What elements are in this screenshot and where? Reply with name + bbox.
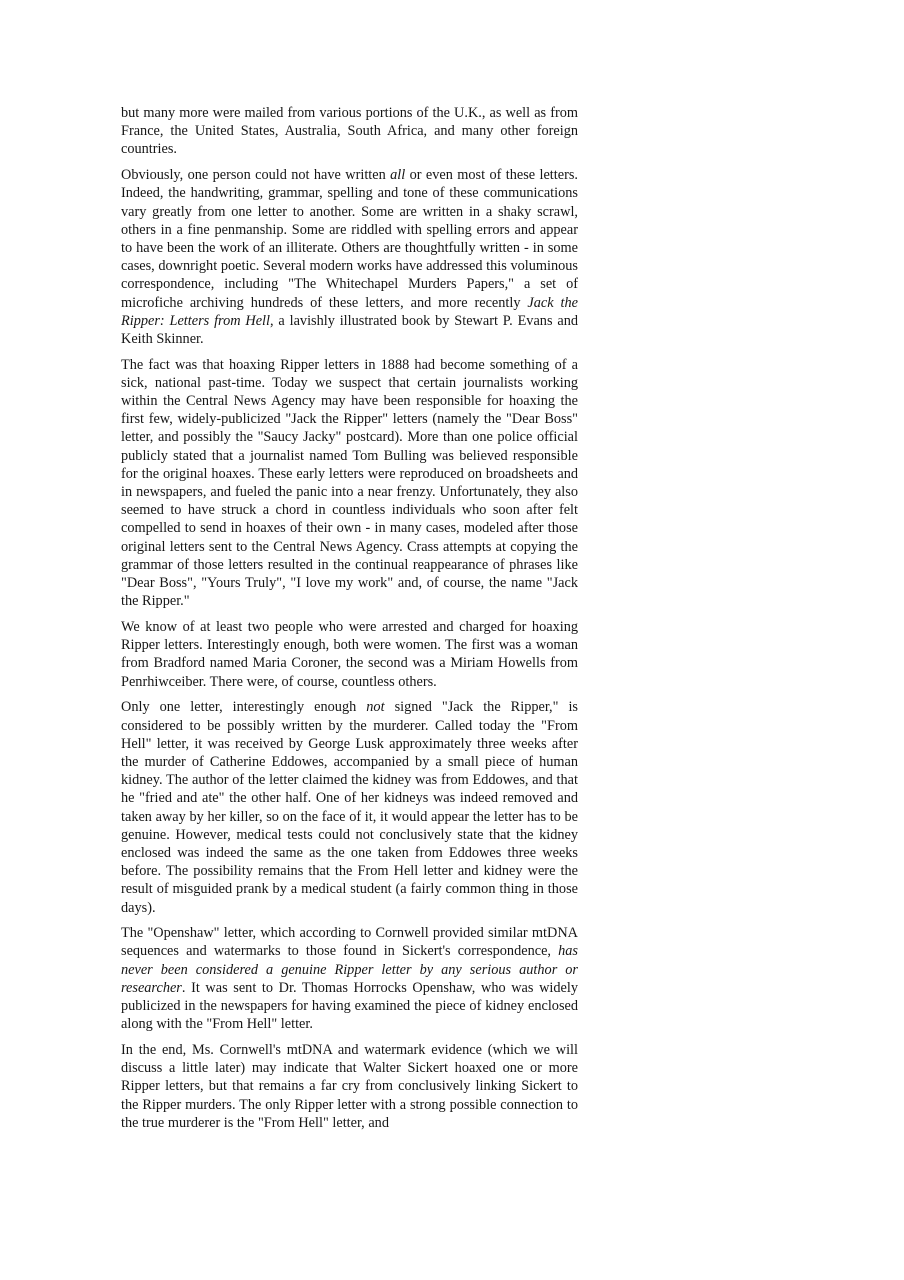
paragraph-text: The "Openshaw" letter, which according to Cornwell provided similar mtDNA sequences and watermarks to those found in Sickert's correspondence, xyxy=(121,925,578,960)
paragraph-text: The fact was that hoaxing Ripper letters in 1888 had become something of a sick, national past-time. Today we suspect that certain journalists working within the Central News Agency may have been responsible for hoaxing the first few, widely-publicized "Jack the Ripper" letters (namely the "Dear Boss" letter, and possibly the "Saucy Jacky" postcard). More than one police official publicly stated that a journalist named Tom Bulling was believed responsible for the original hoaxes. These early letters were reproduced on broadsheets and in newspapers, and fueled the panic into a near frenzy. Unfortunately, they also seemed to have struck a chord in countless individuals who soon after felt compelled to send in hoaxes of their own - in many cases, modeled after those original letters sent to the Central News Agency. Crass attempts at copying the grammar of those letters resulted in the continual reappearance of phrases like "Dear Boss", "Yours Truly", "I love my work" and, of course, the name "Jack the Ripper." xyxy=(121,356,578,610)
document-page xyxy=(121,104,578,1176)
paragraph xyxy=(121,618,578,691)
paragraph xyxy=(121,356,578,611)
paragraph-text: signed "Jack the Ripper," is considered to be possibly written by the murderer. Called today the "From Hell" letter, it was received by George Lusk approximately three weeks after the murder of Catherine Eddowes, accompanied by a small piece of human kidney. The author of the letter claimed the kidney was from Eddowes, and that he "fried and ate" the other half. One of her kidneys was indeed removed and taken away by her killer, so on the face of it, it would appear the letter has to be genuine. However, medical tests could not conclusively state that the kidney enclosed was indeed the same as the one taken from Eddowes three weeks before. The possibility remains that the From Hell letter and kidney were the result of misguided prank by a medical student (a fairly common thing in those days). xyxy=(121,699,578,916)
paragraph xyxy=(121,166,578,348)
paragraph xyxy=(121,1041,578,1132)
italic-text: Jack the Ripper: Letters from Hell xyxy=(121,294,578,329)
italic-text: has never been considered a genuine Ripper letter by any serious author or researcher xyxy=(121,943,578,996)
paragraph-text: Obviously, one person could not have written xyxy=(121,167,391,184)
paragraph-text: In the end, Ms. Cornwell's mtDNA and watermark evidence (which we will discuss a little later) may indicate that Walter Sickert hoaxed one or more Ripper letters, but that remains a far cry from conclusively linking Sickert to the Ripper murders. The only Ripper letter with a strong possible connection to the true murderer is the "From Hell" letter, and xyxy=(121,1041,578,1131)
paragraph-text: We know of at least two people who were arrested and charged for hoaxing Ripper letters. Interestingly enough, both were women. The first was a woman from Bradford named Maria Coroner, the second was a Miriam Howells from Penrhiwceiber. There were, of course, countless others. xyxy=(121,618,578,690)
paragraph-text: Only one letter, interestingly enough xyxy=(121,699,367,716)
paragraph xyxy=(121,104,578,159)
paragraph-text: , a lavishly illustrated book by Stewart P. Evans and Keith Skinner. xyxy=(121,312,578,347)
italic-text: not xyxy=(366,699,385,716)
paragraph xyxy=(121,698,578,916)
paragraph-text: or even most of these letters. Indeed, the handwriting, grammar, spelling and tone of these communications vary greatly from one letter to another. Some are written in a shaky scrawl, others in a fine penmanship. Some are riddled with spelling errors and appear to have been the work of an illiterate. Others are thoughtfully written - in some cases, downright poetic. Several modern works have addressed this voluminous correspondence, including "The Whitechapel Murders Papers," a set of microfiche archiving hundreds of these letters, and more recently xyxy=(121,167,578,311)
paragraph-text: . It was sent to Dr. Thomas Horrocks Openshaw, who was widely publicized in the newspapers for having examined the piece of kidney enclosed along with the "From Hell" letter. xyxy=(121,979,578,1033)
paragraph-text: but many more were mailed from various portions of the U.K., as well as from France, the United States, Australia, South Africa, and many other foreign countries. xyxy=(121,105,578,158)
paragraph xyxy=(121,924,578,1033)
italic-text: all xyxy=(390,167,406,184)
